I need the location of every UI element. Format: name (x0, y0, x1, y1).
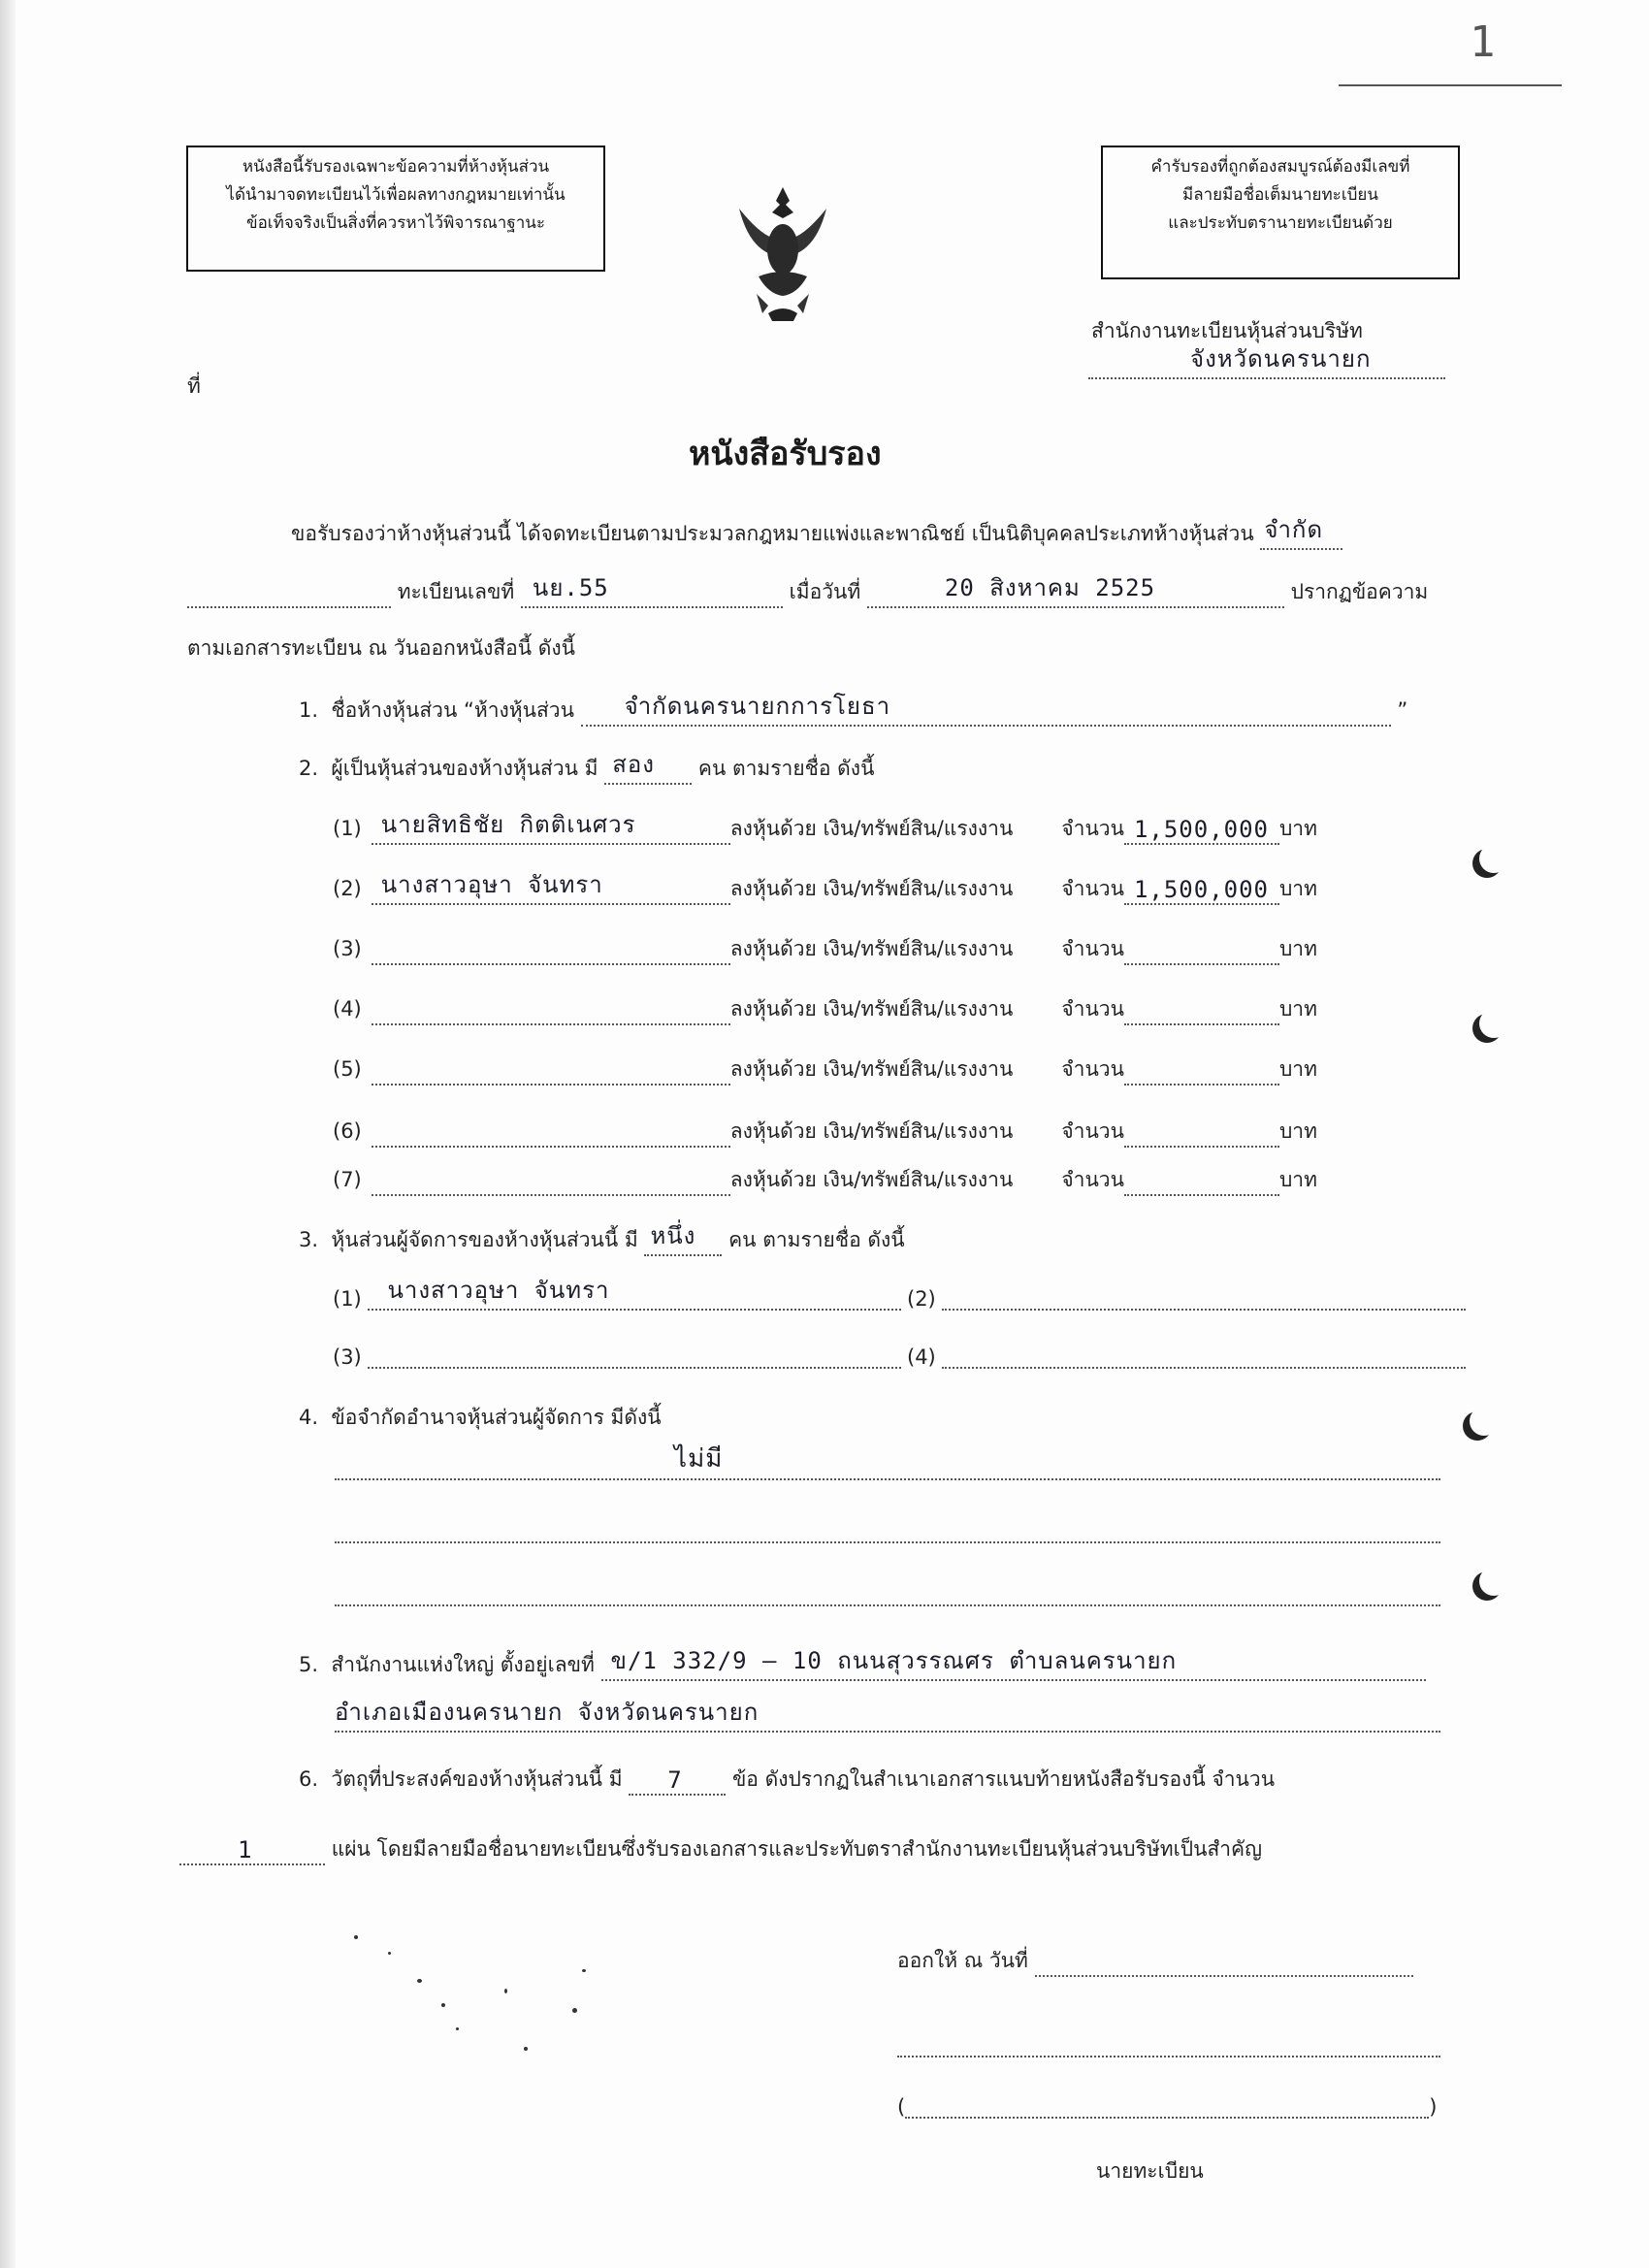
right-notice-line: และประทับตรานายทะเบียนด้วย (1168, 213, 1393, 233)
amount-label: จำนวน (1061, 877, 1124, 900)
amount-label: จำนวน (1061, 1168, 1124, 1191)
quote-close: ” (1397, 698, 1408, 722)
contribution-label: ลงหุ้นด้วย เงิน/ทรัพย์สิน/แรงงาน (729, 817, 1014, 840)
amount-label: จำนวน (1061, 1057, 1124, 1081)
office-address-line-2: อำเภอเมืองนครนายก จังหวัดนครนายก (335, 1699, 760, 1726)
currency-label: บาท (1278, 1057, 1317, 1081)
left-notice-box (186, 146, 605, 272)
sheets-count-value: 1 (238, 1836, 253, 1863)
partnership-name-value: จำกัดนครนายกการโยธา (624, 693, 891, 720)
registrar-label: นายทะเบียน (1096, 2159, 1204, 2183)
partner-row (333, 813, 1317, 845)
document-title: หนังสือรับรอง (689, 435, 882, 473)
contribution-label: ลงหุ้นด้วย เงิน/ทรัพย์สิน/แรงงาน (729, 1119, 1014, 1143)
item-number: 6. (299, 1767, 319, 1791)
reg-date-value: 20 สิงหาคม 2525 (944, 574, 1156, 601)
partner-unit: คน ตามรายชื่อ ดังนี้ (697, 757, 875, 780)
punch-hole-mark (1479, 1009, 1508, 1038)
partner-row (333, 933, 1317, 965)
reg-no-label: ทะเบียนเลขที่ (397, 580, 515, 603)
objectives-text-2: แผ่น โดยมีลายมือชื่อนายทะเบียนซึ่งรับรองเอกสารและประทับตราสำนักงานทะเบียนหุ้นส่วนบริษัทเป็นสำคัญ (331, 1837, 1263, 1861)
right-notice-line: มีลายมือชื่อเต็มนายทะเบียน (1182, 185, 1378, 205)
item-1-name (299, 695, 1407, 727)
reg-date-label: เมื่อวันที่ (789, 580, 861, 603)
office-label: สำนักงานทะเบียนหุ้นส่วนบริษัท (1091, 319, 1363, 342)
partner-row (333, 1053, 1317, 1085)
partner-index: (1) (333, 817, 362, 840)
restrictions-line (335, 1581, 1440, 1606)
punch-hole-mark (1479, 844, 1508, 873)
intro-line-1 (291, 518, 1342, 550)
issued-date-row (897, 1945, 1413, 1977)
amount-label: จำนวน (1061, 817, 1124, 840)
office-address-row-2 (335, 1699, 1440, 1733)
currency-label: บาท (1278, 1119, 1317, 1143)
partner-row (333, 1116, 1317, 1148)
partner-index: (6) (333, 1119, 362, 1143)
issued-label: ออกให้ ณ วันที่ (897, 1949, 1028, 1972)
item-2-label: ผู้เป็นหุ้นส่วนของห้างหุ้นส่วน มี (331, 757, 598, 780)
partner-row (333, 1164, 1317, 1196)
intro-line-2 (187, 576, 1428, 608)
partner-index: (7) (333, 1168, 362, 1191)
objectives-count-value: 7 (667, 1766, 683, 1794)
partner-name: นางสาวอุษา จันทรา (380, 871, 603, 898)
intro-text: ขอรับรองว่าห้างหุ้นส่วนนี้ ได้จดทะเบียนตามประมวลกฎหมายแพ่งและพาณิชย์ เป็นนิติบุคคลประเภทห้างหุ้นส่วน (291, 522, 1254, 545)
partner-index: (4) (333, 997, 362, 1021)
signature-line (897, 2032, 1440, 2057)
contribution-label: ลงหุ้นด้วย เงิน/ทรัพย์สิน/แรงงาน (729, 1168, 1014, 1191)
office-address-line-1: ข/1 332/9 – 10 ถนนสุวรรณศร ตำบลนครนายก (610, 1647, 1178, 1674)
manager-index: (2) (907, 1287, 936, 1311)
manager-index: (1) (333, 1287, 362, 1311)
manager-row (333, 1344, 901, 1369)
contribution-label: ลงหุ้นด้วย เงิน/ทรัพย์สิน/แรงงาน (729, 997, 1014, 1021)
currency-label: บาท (1278, 817, 1317, 840)
partnership-type: จำกัด (1264, 516, 1324, 543)
appears-label: ปรากฏข้อความ (1290, 580, 1429, 603)
item-number: 2. (299, 757, 319, 780)
left-notice-line: หนังสือนี้รับรองเฉพาะข้อความที่ห้างหุ้นส่วน (242, 157, 550, 177)
item-number: 3. (299, 1228, 319, 1251)
partner-row (333, 873, 1317, 905)
scan-edge (0, 0, 16, 2268)
partner-row (333, 993, 1317, 1025)
manager-name: นางสาวอุษา จันทรา (387, 1277, 610, 1304)
manager-index: (4) (907, 1345, 936, 1369)
intro-line-3: ตามเอกสารทะเบียน ณ วันออกหนังสือนี้ ดังนี้ (187, 636, 576, 660)
ref-label: ที่ (187, 374, 201, 398)
partner-index: (3) (333, 937, 362, 960)
contribution-label: ลงหุ้นด้วย เงิน/ทรัพย์สิน/แรงงาน (729, 937, 1014, 960)
contribution-label: ลงหุ้นด้วย เงิน/ทรัพย์สิน/แรงงาน (729, 1057, 1014, 1081)
item-6-objectives (299, 1764, 1275, 1796)
province-value: จังหวัดนครนายก (1190, 345, 1372, 373)
contribution-label: ลงหุ้นด้วย เงิน/ทรัพย์สิน/แรงงาน (729, 877, 1014, 900)
right-notice-box (1101, 146, 1460, 279)
partner-amount: 1,500,000 (1133, 816, 1269, 843)
partner-name: นายสิทธิชัย กิตติเนศวร (380, 811, 636, 838)
currency-label: บาท (1278, 997, 1317, 1021)
manager-row (333, 1277, 901, 1311)
item-number: 4. (299, 1406, 319, 1429)
punch-hole-mark (1470, 1407, 1499, 1436)
paren-open: ( (897, 2095, 906, 2119)
item-3-managers (299, 1224, 905, 1256)
restrictions-value: ไม่มี (674, 1444, 724, 1474)
item-5-office (299, 1649, 1426, 1681)
manager-index: (3) (333, 1345, 362, 1369)
item-2-partners (299, 753, 874, 785)
manager-row (907, 1285, 1466, 1311)
punch-hole-mark (1479, 1567, 1508, 1596)
partner-count-value: สอง (612, 751, 655, 778)
manager-unit: คน ตามรายชื่อ ดังนี้ (728, 1228, 905, 1251)
restrictions-line (335, 1518, 1440, 1543)
province-field (1088, 345, 1445, 379)
page-number-line (1339, 84, 1562, 86)
left-notice-line: ได้นำมาจดทะเบียนไว้เพื่อผลทางกฎหมายเท่านั้น (226, 185, 566, 205)
left-notice-line: ข้อเท็จจริงเป็นสิ่งที่ควรหาไว้พิจารณาฐานะ (245, 213, 546, 233)
page-number: 1 (1470, 17, 1496, 67)
right-notice-line: คำรับรองที่ถูกต้องสมบูรณ์ต้องมีเลขที่ (1150, 157, 1410, 177)
item-4-restrictions (299, 1402, 662, 1434)
item-number: 1. (299, 698, 319, 722)
restrictions-line (335, 1444, 1440, 1480)
amount-label: จำนวน (1061, 1119, 1124, 1143)
registrar-name-row (897, 2093, 1437, 2119)
currency-label: บาท (1278, 877, 1317, 900)
partner-index: (5) (333, 1057, 362, 1081)
currency-label: บาท (1278, 937, 1317, 960)
amount-label: จำนวน (1061, 997, 1124, 1021)
partner-index: (2) (333, 877, 362, 900)
paren-close: ) (1429, 2095, 1438, 2119)
amount-label: จำนวน (1061, 937, 1124, 960)
item-1-label: ชื่อห้างหุ้นส่วน “ห้างหุ้นส่วน (331, 698, 574, 722)
reg-no-value: นย.55 (532, 574, 609, 601)
item-4-label: ข้อจำกัดอำนาจหุ้นส่วนผู้จัดการ มีดังนี้ (331, 1406, 662, 1429)
item-6-label: วัตถุที่ประสงค์ของห้างหุ้นส่วนนี้ มี (331, 1767, 623, 1791)
item-5-label: สำนักงานแห่งใหญ่ ตั้งอยู่เลขที่ (331, 1653, 595, 1676)
item-6-line-2 (179, 1833, 1262, 1865)
partner-amount: 1,500,000 (1133, 876, 1269, 903)
item-3-label: หุ้นส่วนผู้จัดการของห้างหุ้นส่วนนี้ มี (331, 1228, 638, 1251)
manager-count-value: หนึ่ง (650, 1222, 696, 1249)
manager-row (907, 1344, 1466, 1369)
currency-label: บาท (1278, 1168, 1317, 1191)
objectives-text: ข้อ ดังปรากฏในสำเนาเอกสารแนบท้ายหนังสือรับรองนี้ จำนวน (731, 1767, 1276, 1791)
item-number: 5. (299, 1653, 319, 1676)
garuda-emblem-icon (729, 179, 836, 329)
